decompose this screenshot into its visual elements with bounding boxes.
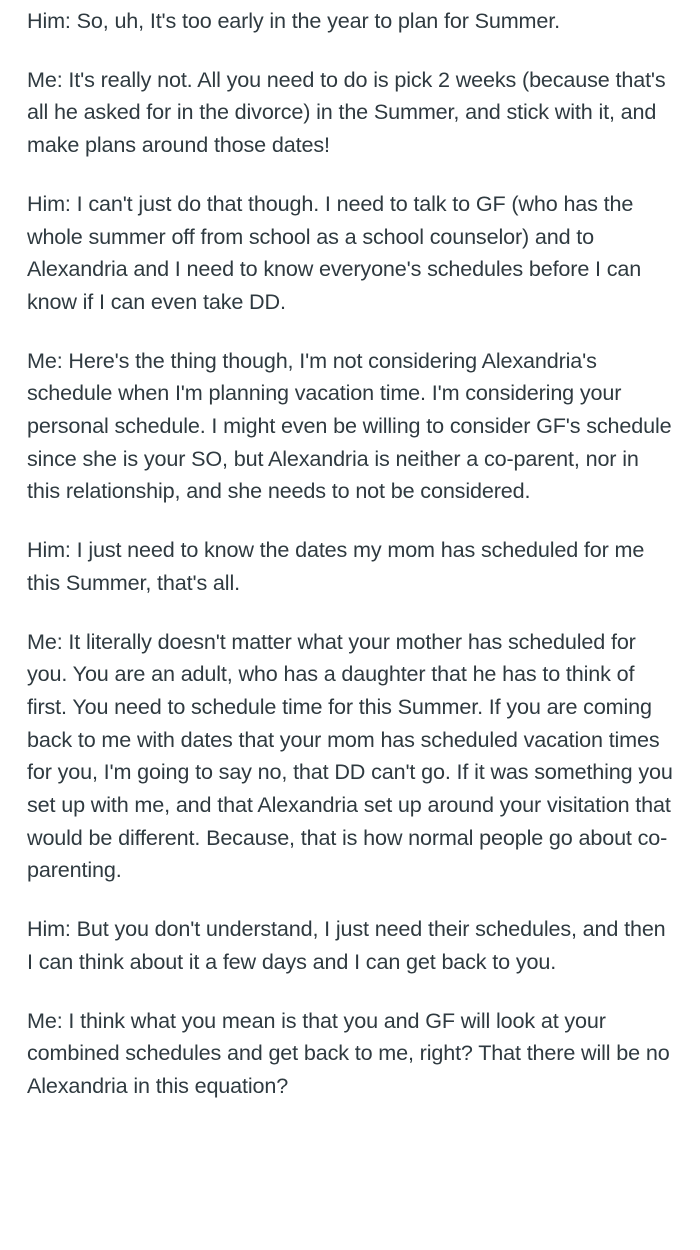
message-him-4: Him: But you don't understand, I just need their schedules, and then I can think about it a few days and I can get back to you.: [27, 916, 666, 974]
message-me-2: Me: Here's the thing though, I'm not considering Alexandria's schedule when I'm planning vacation time. I'm considering your personal schedule. I might even be willing to consider GF's schedule since she is your SO, but Alexandria is neither a co-parent, nor in this relationship, and she needs to not be considered.: [27, 347, 672, 504]
message-him-1: Him: So, uh, It's too early in the year to plan for Summer.: [27, 8, 560, 33]
message-me-3: Me: It literally doesn't matter what your mother has scheduled for you. You are an adult, who has a daughter that he has to think of first. You need to schedule time for this Summer. If you are coming back to me with dates that your mom has scheduled vacation times for you, I'm going to say no, that DD can't go. If it was something you set up with me, and that Alexandria set up around your visitation that would be different. Because, that is how normal people go about co-parenting.: [27, 628, 673, 883]
message-him-2: Him: I can't just do that though. I need to talk to GF (who has the whole summer off from school as a school counselor) and to Alexandria and I need to know everyone's schedules before I can know if I can even take DD.: [27, 190, 642, 314]
message-me-1: Me: It's really not. All you need to do is pick 2 weeks (because that's all he asked for in the divorce) in the Summer, and stick with it, and make plans around those dates!: [27, 66, 666, 158]
message-him-3: Him: I just need to know the dates my mom has scheduled for me this Summer, that's all.: [27, 537, 645, 595]
message-me-4: Me: I think what you mean is that you and GF will look at your combined schedules and get back to me, right? That there will be no Alexandria in this equation?: [27, 1007, 670, 1098]
